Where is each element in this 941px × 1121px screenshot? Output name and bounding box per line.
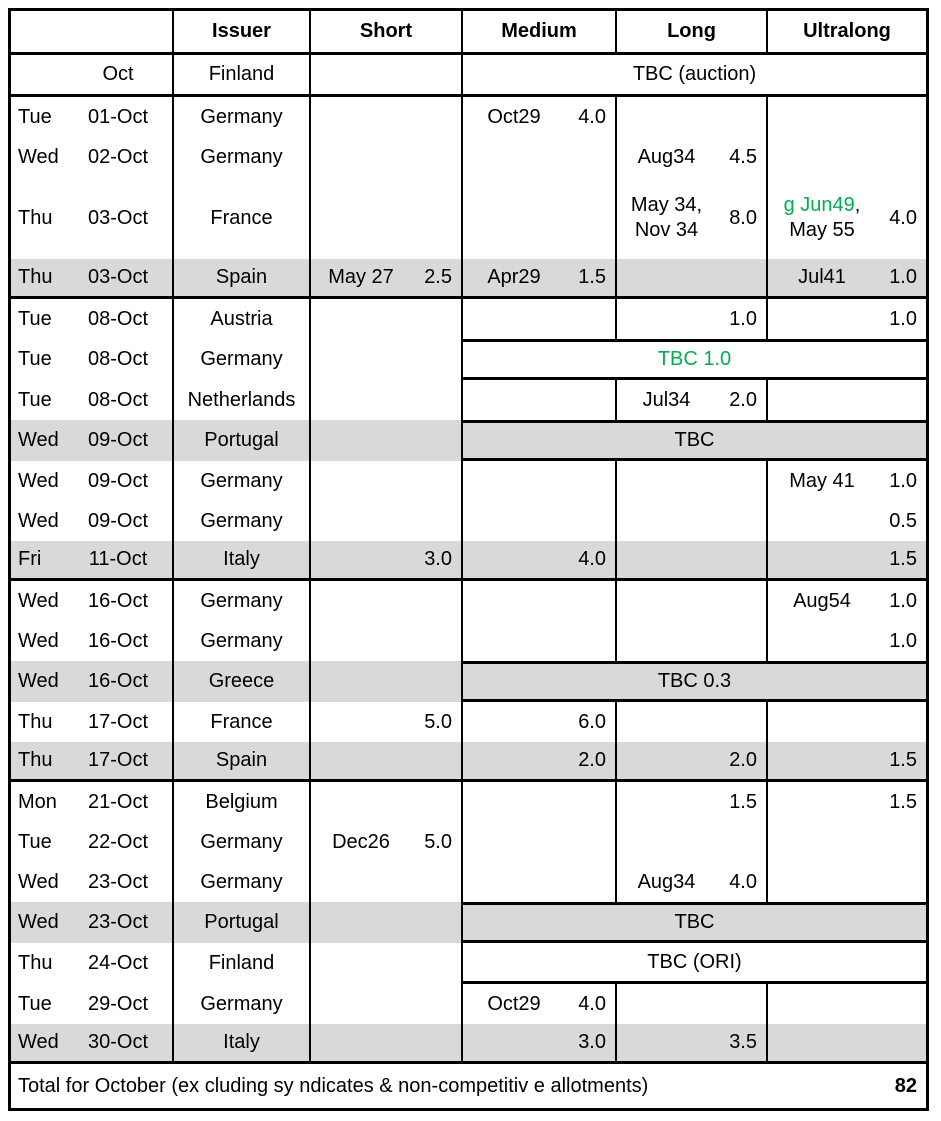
short-cell [309,742,461,779]
day-cell: Thu [18,749,53,771]
ultralong-cell [766,177,926,259]
tbc-text: TBC [674,911,715,933]
issuer-cell: Portugal [172,420,309,461]
merged-tbc-cell [461,661,926,702]
label-line [617,193,716,218]
medium-cell [461,177,615,259]
amount-value: 5.0 [424,710,452,733]
date-cell: 30-Oct [87,1031,149,1053]
short-cell [309,581,461,621]
table-row [11,943,926,984]
amount-value: 4.0 [729,870,757,893]
medium-cell [461,984,615,1024]
merged-tbc-cell [461,943,926,984]
maturity-label [617,388,716,413]
table-row [11,137,926,177]
short-cell [309,299,461,339]
medium-cell [461,702,615,742]
label-line [768,193,876,218]
table-row [11,984,926,1024]
long-cell [615,461,766,501]
issuer-cell: Germany [172,862,309,902]
maturity-label [617,145,716,170]
day-cell: Tue [18,992,52,1015]
label-line [768,218,876,243]
medium-cell [461,461,615,501]
maturity-label [617,870,716,895]
date-cell: 17-Oct [87,749,149,771]
date-cell: 16-Oct [87,589,149,612]
total-label: Total for October (ex cluding sy ndicates & non-competitiv e allotments) [18,1074,649,1097]
issuer-cell: Germany [172,339,309,380]
long-cell [615,702,766,742]
ultralong-cell [766,702,926,742]
ultralong-cell [766,97,926,137]
short-cell [309,461,461,501]
table-body [11,55,926,1064]
day-cell: Thu [18,266,53,288]
ultralong-cell [766,782,926,822]
medium-cell [461,822,615,862]
long-cell [615,97,766,137]
amount-value: 1.0 [889,307,917,330]
long-cell [615,1024,766,1061]
medium-cell [461,1024,615,1061]
header-cell-short: Short [309,11,461,52]
day-cell: Thu [18,206,53,229]
total-row [11,1064,926,1108]
issuer-cell: Germany [172,137,309,177]
table-row [11,902,926,943]
maturity-label [768,589,876,614]
amount-value: 4.0 [578,548,606,570]
label-text: May 34, [630,194,703,216]
short-cell [309,55,461,94]
amount-value: 1.0 [889,469,917,492]
issuer-cell: Spain [172,259,309,296]
date-cell: 09-Oct [87,469,149,492]
date-cell: 23-Oct [87,911,149,933]
amount-value: 3.0 [578,1031,606,1053]
table-row [11,661,926,702]
medium-cell [461,97,615,137]
long-cell [615,541,766,578]
date-cell: 29-Oct [87,992,149,1015]
table-row [11,177,926,259]
day-cell: Mon [18,790,57,813]
issuer-cell: Spain [172,742,309,779]
table-row [11,420,926,461]
short-cell [309,984,461,1024]
amount-value: 4.0 [578,992,606,1015]
short-cell [309,177,461,259]
short-cell [309,943,461,984]
day-cell: Wed [18,589,59,612]
date-cell: 03-Oct [87,206,149,229]
long-cell [615,984,766,1024]
label-line: Oct29 [487,992,541,1015]
label-line: Aug54 [793,589,851,612]
header-cell-long: Long [615,11,766,52]
amount-value: 8.0 [729,206,757,229]
label-text: Nov 34 [634,219,699,241]
table-row [11,742,926,782]
day-cell: Wed [18,670,59,692]
merged-tbc-cell [461,339,926,380]
medium-cell [461,581,615,621]
table-row [11,339,926,380]
maturity-label [617,193,716,243]
day-cell: Tue [18,348,52,370]
day-cell: Wed [18,145,59,168]
header-cell-issuer: Issuer [172,11,309,52]
merged-tbc-cell [461,55,926,94]
issuer-cell: Greece [172,661,309,702]
short-cell [309,862,461,902]
ultralong-cell [766,984,926,1024]
amount-value: 2.0 [578,749,606,771]
ultralong-cell [766,581,926,621]
date-cell: Oct [102,63,134,85]
ultralong-cell [766,621,926,661]
amount-value: 1.0 [889,629,917,652]
table-row [11,97,926,137]
issuer-cell: Germany [172,461,309,501]
ultralong-cell [766,862,926,902]
medium-cell [461,259,615,296]
table-row [11,621,926,661]
table-row [11,299,926,339]
short-cell [309,137,461,177]
day-cell: Wed [18,429,59,451]
amount-value: 1.0 [729,307,757,330]
header-row [11,11,926,55]
date-cell: 09-Oct [87,429,149,451]
amount-value: 1.5 [578,266,606,288]
table-row [11,541,926,581]
ultralong-cell [766,1024,926,1061]
label-line: Dec26 [332,830,390,853]
amount-value: 3.0 [424,548,452,570]
issuer-cell: France [172,702,309,742]
date-cell: 01-Oct [87,105,149,128]
long-cell [615,299,766,339]
ultralong-cell [766,501,926,541]
long-cell [615,742,766,779]
day-cell: Wed [18,509,59,532]
total-value: 82 [894,1074,917,1097]
long-cell [615,581,766,621]
long-cell [615,177,766,259]
amount-value: 4.0 [578,105,606,128]
table-row [11,259,926,299]
header-cell-ultralong: Ultralong [766,11,926,52]
label-text: May 55 [789,219,855,241]
short-cell [309,661,461,702]
date-cell: 08-Oct [87,388,149,411]
maturity-label [311,830,411,855]
amount-value: 1.5 [889,790,917,813]
label-line [617,218,716,243]
long-cell [615,380,766,420]
medium-cell [461,137,615,177]
day-cell: Wed [18,469,59,492]
tbc-text: TBC 0.3 [657,670,732,692]
tbc-text: TBC (ORI) [647,950,742,973]
ultralong-cell [766,461,926,501]
long-cell [615,137,766,177]
issuer-cell: Germany [172,97,309,137]
day-cell: Tue [18,105,52,128]
date-cell: 09-Oct [87,509,149,532]
ultralong-cell [766,742,926,779]
date-cell: 21-Oct [87,790,149,813]
table-row [11,1024,926,1064]
issuer-cell: Germany [172,581,309,621]
maturity-label [311,265,411,290]
date-cell: 08-Oct [87,348,149,370]
date-cell: 23-Oct [87,870,149,893]
label-text: , [854,194,861,216]
date-cell: 08-Oct [87,307,149,330]
table-row [11,822,926,862]
short-cell [309,621,461,661]
medium-cell [461,541,615,578]
issuer-cell: France [172,177,309,259]
long-cell [615,862,766,902]
ultralong-cell [766,541,926,578]
table-row [11,501,926,541]
amount-value: 1.5 [729,790,757,813]
day-cell [11,55,64,94]
ultralong-cell [766,380,926,420]
day-cell: Tue [18,307,52,330]
tbc-text: TBC (auction) [632,63,757,85]
short-cell [309,339,461,380]
short-cell [309,1024,461,1061]
long-cell [615,501,766,541]
day-cell: Thu [18,710,53,733]
merged-tbc-cell [461,420,926,461]
issuer-cell: Italy [172,541,309,578]
ultralong-cell [766,137,926,177]
table-row [11,782,926,822]
day-cell: Tue [18,830,52,853]
amount-value: 2.5 [424,266,452,288]
day-cell: Wed [18,911,59,933]
amount-value: 6.0 [578,710,606,733]
issuer-cell: Austria [172,299,309,339]
medium-cell [461,621,615,661]
amount-value: 1.5 [889,548,917,570]
table-row [11,380,926,420]
issuer-cell: Germany [172,621,309,661]
date-cell: 16-Oct [87,670,149,692]
short-cell [309,97,461,137]
amount-value: 4.0 [889,206,917,229]
day-cell: Wed [18,629,59,652]
short-cell [309,541,461,578]
maturity-label [768,265,876,290]
short-cell [309,420,461,461]
table-row [11,862,926,902]
amount-value: 2.0 [729,388,757,411]
issuer-cell: Finland [172,55,309,94]
amount-value: 3.5 [729,1031,757,1053]
medium-cell [461,380,615,420]
tbc-text: TBC 1.0 [657,348,732,370]
issuer-cell: Finland [172,943,309,984]
header-cell-medium: Medium [461,11,615,52]
medium-cell [461,782,615,822]
amount-value: 0.5 [889,509,917,532]
short-cell [309,702,461,742]
short-cell [309,380,461,420]
medium-cell [461,501,615,541]
ultralong-cell [766,822,926,862]
ultralong-cell [766,259,926,296]
medium-cell [461,299,615,339]
day-cell: Wed [18,870,59,893]
table-row [11,55,926,97]
amount-value: 2.0 [729,749,757,771]
long-cell [615,782,766,822]
short-cell [309,782,461,822]
issuer-cell: Germany [172,984,309,1024]
long-cell [615,822,766,862]
medium-cell [461,862,615,902]
tbc-text: TBC [674,429,715,451]
maturity-label [768,469,876,494]
maturity-label [463,265,565,290]
short-cell [309,259,461,296]
date-cell: 02-Oct [87,145,149,168]
issuer-cell: Portugal [172,902,309,943]
merged-tbc-cell [461,902,926,943]
issuer-cell: Belgium [172,782,309,822]
amount-value: 1.0 [889,266,917,288]
date-cell: 03-Oct [87,266,149,288]
date-cell: 17-Oct [87,710,149,733]
short-cell [309,501,461,541]
issuer-cell: Germany [172,822,309,862]
amount-value: 4.5 [729,145,757,168]
date-cell: 11-Oct [88,548,148,570]
long-cell [615,259,766,296]
short-cell [309,902,461,943]
day-cell: Tue [18,388,52,411]
header-cell-date [11,11,172,52]
maturity-label [463,105,565,130]
label-line: Aug34 [637,870,696,893]
ultralong-cell [766,299,926,339]
maturity-label [768,193,876,243]
date-cell: 22-Oct [87,830,149,853]
maturity-label [463,992,565,1017]
date-cell: 16-Oct [87,629,149,652]
auction-calendar-table [8,8,929,1111]
table-row [11,581,926,621]
label-line: Oct29 [487,105,541,128]
label-line: May 27 [328,266,394,288]
issuer-cell: Netherlands [172,380,309,420]
label-line: Jul41 [798,266,846,288]
label-line: Aug34 [637,145,696,168]
label-text: g Jun49 [783,194,855,216]
date-cell: 24-Oct [87,952,149,974]
medium-cell [461,742,615,779]
label-line: Apr29 [487,266,541,288]
day-cell: Fri [18,548,42,570]
label-line: Jul34 [642,388,691,411]
long-cell [615,621,766,661]
amount-value: 1.5 [889,749,917,771]
day-cell: Thu [18,952,53,974]
amount-value: 5.0 [424,830,452,853]
amount-value: 1.0 [889,589,917,612]
table-row [11,461,926,501]
table-row [11,702,926,742]
short-cell [309,822,461,862]
day-cell: Wed [18,1031,59,1053]
label-line: May 41 [789,469,855,492]
issuer-cell: Italy [172,1024,309,1061]
issuer-cell: Germany [172,501,309,541]
